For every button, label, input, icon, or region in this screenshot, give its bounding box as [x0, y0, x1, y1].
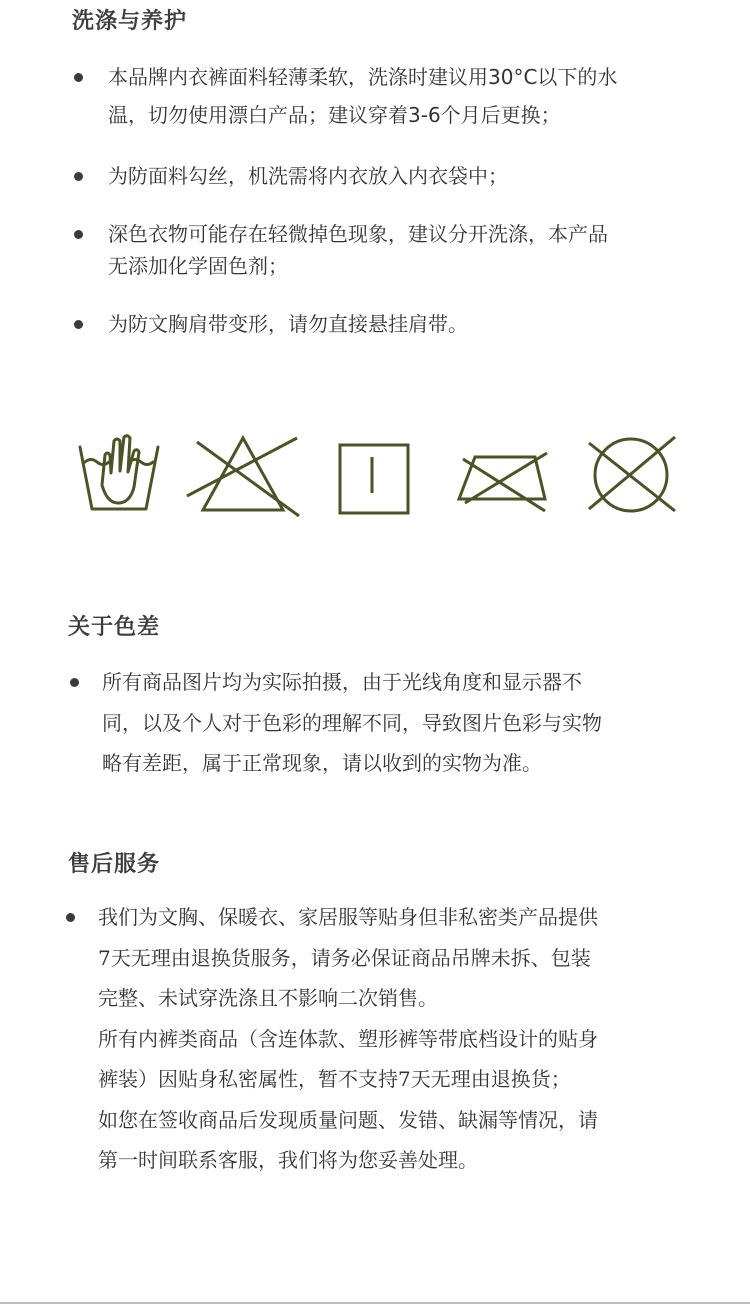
- color-diff-list: [70, 662, 602, 784]
- care-list: [74, 58, 617, 343]
- color-diff-line-1: 所有商品图片均为实际拍摄，由于光线角度和显示器不: [102, 670, 582, 694]
- divider: [0, 1302, 750, 1304]
- bullet-icon: [74, 230, 83, 239]
- care-item-3-line-1: 深色衣物可能存在轻微掉色现象，建议分开洗涤，本产品: [108, 222, 608, 246]
- color-diff-line-2: 同，以及个人对于色彩的理解不同，导致图片色彩与实物: [102, 710, 602, 735]
- color-diff-heading: 关于色差: [68, 614, 161, 640]
- do-not-bleach-icon: [183, 430, 303, 518]
- care-symbols-row: [70, 425, 690, 525]
- list-item: [74, 58, 617, 134]
- care-heading: 洗涤与养护: [72, 8, 188, 34]
- after-sales-line-1: 我们为文胸、保暖衣、家居服等贴身但非私密类产品提供: [98, 905, 598, 929]
- hand-wash-icon: [74, 429, 164, 515]
- bullet-icon: [74, 320, 83, 329]
- care-item-1-line-2: 温，切勿使用漂白产品；建议穿着3-6个月后更换；: [108, 103, 561, 127]
- after-sales-line-6: 如您在签收商品后发现质量问题、发错、缺漏等情况，请: [98, 1107, 598, 1132]
- care-item-1-line-1: 本品牌内衣裤面料轻薄柔软，洗涤时建议用30°C以下的水: [108, 65, 618, 89]
- care-item-3-line-2: 无添加化学固色剂；: [108, 254, 288, 278]
- bullet-icon: [70, 678, 79, 687]
- after-sales-line-7: 第一时间联系客服，我们将为您妥善处理。: [98, 1148, 478, 1172]
- list-item: [74, 157, 617, 195]
- care-item-2-line-1: 为防面料勾丝，机洗需将内衣放入内衣袋中；: [108, 164, 508, 188]
- bullet-icon: [74, 73, 83, 82]
- list-item: [74, 305, 617, 343]
- after-sales-list: [66, 897, 598, 1181]
- after-sales-line-4: 所有内裤类商品（含连体款、塑形裤等带底档设计的贴身: [98, 1026, 598, 1051]
- after-sales-heading: 售后服务: [68, 851, 161, 877]
- do-not-dry-clean-icon: [583, 431, 683, 519]
- list-item: [74, 218, 617, 282]
- after-sales-line-3: 完整、未试穿洗涤且不影响二次销售。: [98, 986, 438, 1010]
- color-diff-line-3: 略有差距，属于正常现象，请以收到的实物为准。: [102, 751, 542, 775]
- line-dry-icon: [336, 441, 412, 517]
- list-item: [70, 662, 602, 784]
- bullet-icon: [74, 172, 83, 181]
- after-sales-line-2: 7天无理由退换货服务，请务必保证商品吊牌未拆、包装: [98, 945, 591, 970]
- after-sales-line-5: 裤装）因贴身私密属性，暂不支持7天无理由退换货；: [98, 1067, 571, 1091]
- do-not-iron-icon: [453, 437, 553, 517]
- care-item-4-line-1: 为防文胸肩带变形，请勿直接悬挂肩带。: [108, 312, 468, 336]
- list-item: [66, 897, 598, 1181]
- bullet-icon: [66, 913, 75, 922]
